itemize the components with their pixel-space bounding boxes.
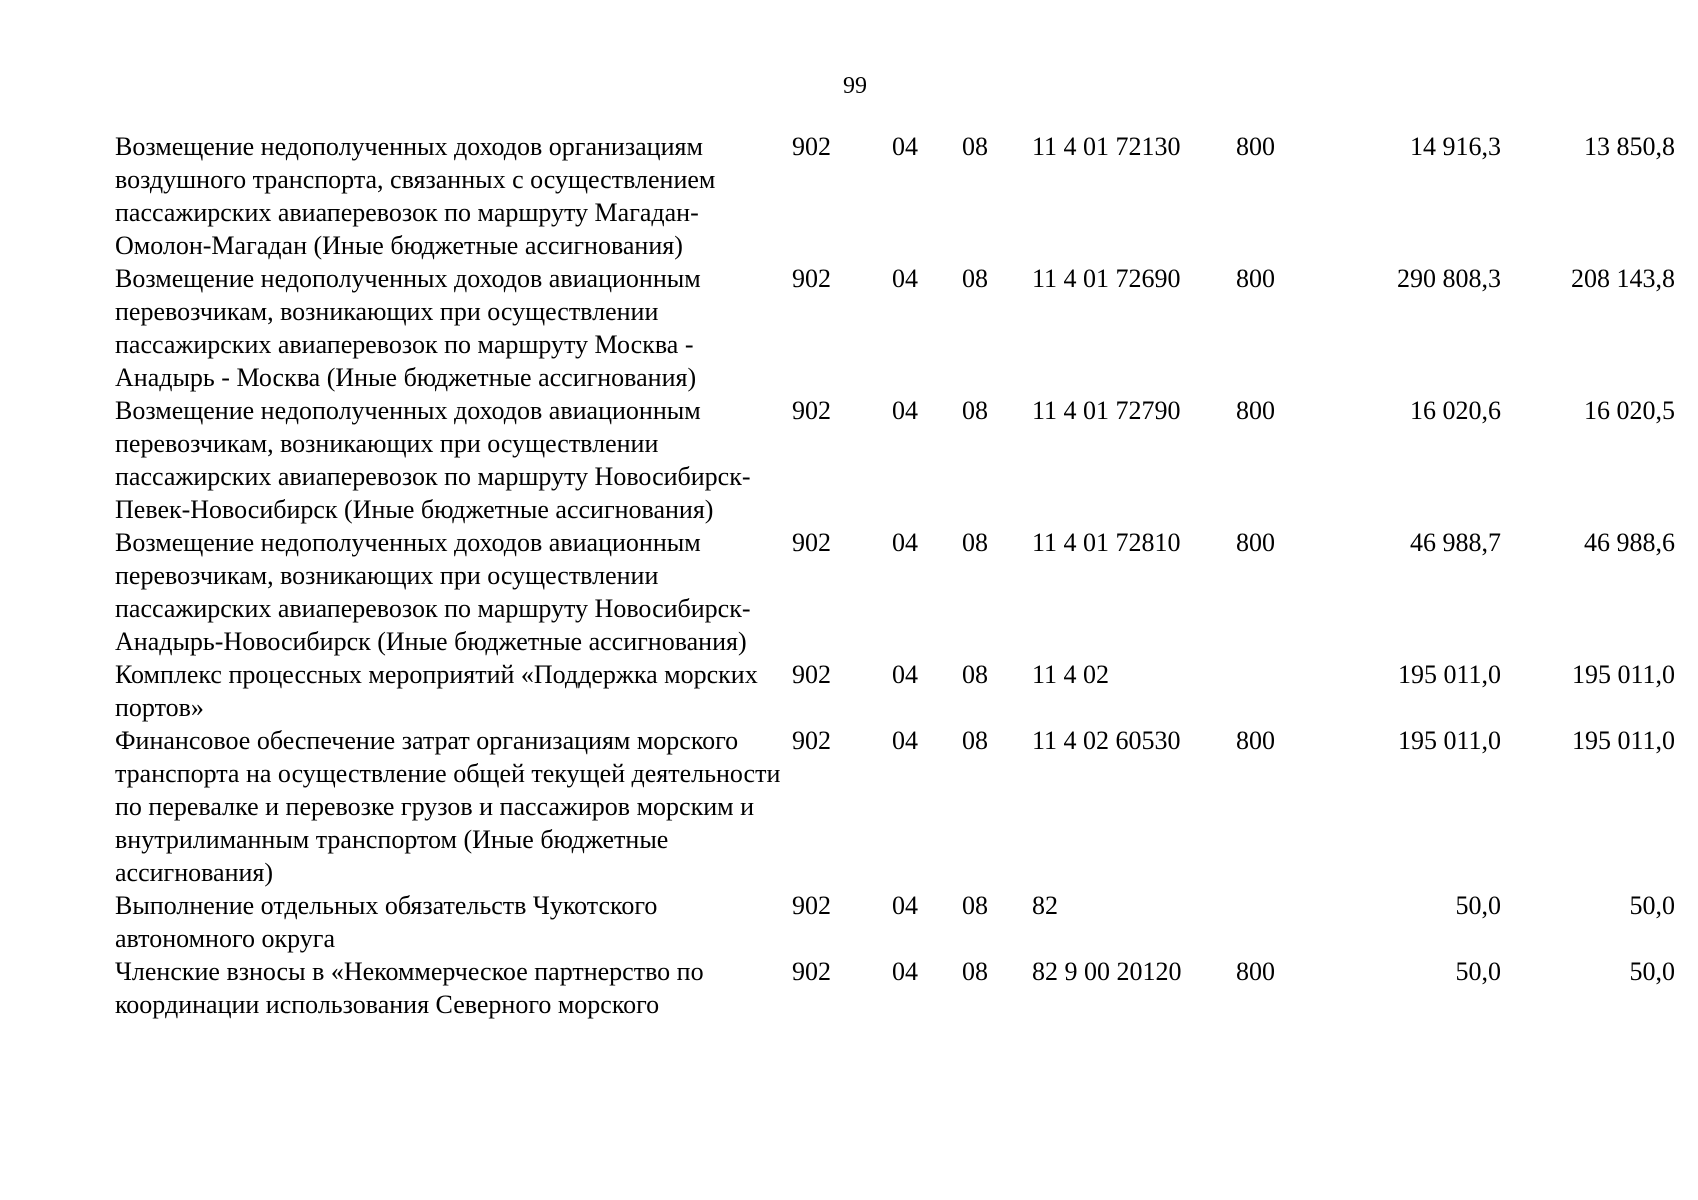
row-amount-1: 195 011,0 — [1397, 660, 1501, 689]
row-grbs-code: 902 — [792, 528, 831, 557]
row-subsection-code: 08 — [962, 957, 988, 986]
row-grbs-code: 902 — [792, 396, 831, 425]
row-amount-1: 290 808,3 — [1397, 264, 1501, 293]
row-amount-2: 195 011,0 — [1571, 660, 1675, 689]
row-name: Финансовое обеспечение затрат организациям морского транспорта на осуществление общей текущей деятельности по перевалке и перевозке грузов и пассажиров морским и внутрилиманным транспортом (Иные бюджетные ассигнования) — [115, 726, 781, 887]
row-grbs-code: 902 — [792, 957, 831, 986]
row-amount-2: 16 020,5 — [1584, 396, 1675, 425]
table-row — [115, 262, 1675, 394]
row-amount-1: 50,0 — [1455, 957, 1501, 986]
row-name: Выполнение отдельных обязательств Чукотского автономного округа — [115, 891, 658, 953]
row-target-article: 11 4 01 72130 — [1032, 132, 1181, 161]
row-grbs-code: 902 — [792, 264, 831, 293]
row-target-article: 11 4 02 — [1032, 660, 1110, 689]
row-expense-type — [1236, 658, 1326, 724]
row-section-code: 04 — [892, 726, 918, 755]
row-amount-1: 46 988,7 — [1410, 528, 1501, 557]
row-name: Комплекс процессных мероприятий «Поддержка морских портов» — [115, 660, 758, 722]
row-subsection-code: 08 — [962, 660, 988, 689]
row-section-code: 04 — [892, 891, 918, 920]
row-target-article: 11 4 01 72790 — [1032, 396, 1181, 425]
row-section-code: 04 — [892, 132, 918, 161]
row-subsection-code: 08 — [962, 726, 988, 755]
table-row — [115, 526, 1675, 658]
row-subsection-code: 08 — [962, 264, 988, 293]
table-row — [115, 889, 1675, 955]
row-expense-type: 800 — [1236, 528, 1275, 557]
row-amount-1: 14 916,3 — [1410, 132, 1501, 161]
row-target-article: 11 4 01 72810 — [1032, 528, 1181, 557]
row-amount-2: 50,0 — [1629, 891, 1675, 920]
table-row — [115, 394, 1675, 526]
row-target-article: 82 — [1032, 891, 1058, 920]
row-name: Членские взносы в «Некоммерческое партнерство по координации использования Северного морского — [115, 957, 704, 1019]
row-amount-2: 195 011,0 — [1571, 726, 1675, 755]
row-target-article: 82 9 00 20120 — [1032, 957, 1182, 986]
table-row — [115, 724, 1675, 889]
row-section-code: 04 — [892, 396, 918, 425]
row-amount-2: 13 850,8 — [1584, 132, 1675, 161]
row-grbs-code: 902 — [792, 660, 831, 689]
row-amount-1: 50,0 — [1455, 891, 1501, 920]
row-amount-2: 46 988,6 — [1584, 528, 1675, 557]
row-section-code: 04 — [892, 660, 918, 689]
row-expense-type: 800 — [1236, 132, 1275, 161]
page-number: 99 — [843, 73, 867, 99]
row-grbs-code: 902 — [792, 891, 831, 920]
row-expense-type — [1236, 889, 1326, 955]
row-amount-1: 16 020,6 — [1410, 396, 1501, 425]
row-target-article: 11 4 02 60530 — [1032, 726, 1181, 755]
row-section-code: 04 — [892, 264, 918, 293]
row-expense-type: 800 — [1236, 957, 1275, 986]
row-name: Возмещение недополученных доходов организациям воздушного транспорта, связанных с осуществлением пассажирских авиаперевозок по маршруту Магадан-Омолон-Магадан (Иные бюджетные ассигнования) — [115, 132, 716, 260]
row-amount-2: 208 143,8 — [1571, 264, 1675, 293]
row-section-code: 04 — [892, 528, 918, 557]
table-row — [115, 658, 1675, 724]
table-row — [115, 955, 1675, 1021]
row-subsection-code: 08 — [962, 528, 988, 557]
budget-table — [115, 130, 1675, 1021]
row-subsection-code: 08 — [962, 396, 988, 425]
row-amount-2: 50,0 — [1629, 957, 1675, 986]
row-name: Возмещение недополученных доходов авиационным перевозчикам, возникающих при осуществлении пассажирских авиаперевозок по маршруту Новосибирск-Анадырь-Новосибирск (Иные бюджетные ассигнования) — [115, 528, 751, 656]
row-expense-type: 800 — [1236, 396, 1275, 425]
row-section-code: 04 — [892, 957, 918, 986]
row-name: Возмещение недополученных доходов авиационным перевозчикам, возникающих при осуществлении пассажирских авиаперевозок по маршруту Новосибирск-Певек-Новосибирск (Иные бюджетные ассигнования) — [115, 396, 751, 524]
row-expense-type: 800 — [1236, 264, 1275, 293]
row-amount-1: 195 011,0 — [1397, 726, 1501, 755]
row-name: Возмещение недополученных доходов авиационным перевозчикам, возникающих при осуществлении пассажирских авиаперевозок по маршруту Москва - Анадырь - Москва (Иные бюджетные ассигнования) — [115, 264, 701, 392]
row-subsection-code: 08 — [962, 132, 988, 161]
row-subsection-code: 08 — [962, 891, 988, 920]
row-grbs-code: 902 — [792, 726, 831, 755]
row-grbs-code: 902 — [792, 132, 831, 161]
row-target-article: 11 4 01 72690 — [1032, 264, 1181, 293]
row-expense-type: 800 — [1236, 726, 1275, 755]
table-row — [115, 130, 1675, 262]
